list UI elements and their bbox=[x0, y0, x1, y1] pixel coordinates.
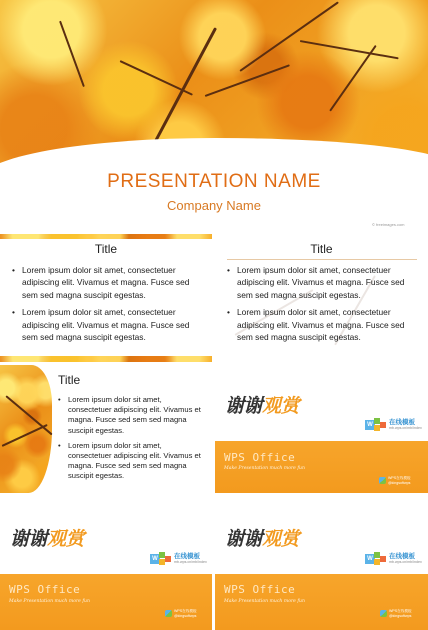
wps-mini-logo: WPS在线模板 @kingsoftwps bbox=[379, 476, 411, 485]
photo-credit: © freeimages.com bbox=[372, 222, 405, 227]
wps-tagline: Make Presentation much more fun bbox=[9, 599, 90, 604]
wps-logo-icon: W bbox=[365, 418, 387, 432]
wps-mini-logo: WPS在线模板 @kingsoftwps bbox=[380, 609, 412, 618]
wps-office-title: WPS Office bbox=[224, 451, 296, 464]
title-slide-thumbnail[interactable] bbox=[0, 0, 428, 232]
wps-logo-icon: W bbox=[150, 552, 172, 566]
wps-mini-logo: WPS在线模板 @kingsoftwps bbox=[165, 609, 197, 618]
wps-tagline: Make Presentation much more fun bbox=[224, 599, 305, 604]
bullet-item: • Lorem ipsum dolor sit amet, consectetuer adipiscing elit. Vivamus et magna. Fusce sed sem sed magna suscipit egestas. bbox=[12, 306, 202, 343]
wps-mini-icon bbox=[379, 477, 386, 484]
bullet-slide-thumbnail-2[interactable] bbox=[215, 234, 428, 362]
wps-template-logo: W 在线模板 mb.wps.cn/mb/index bbox=[365, 418, 422, 432]
bullet-slide-thumbnail-3[interactable] bbox=[0, 365, 212, 493]
bullet-item: • Lorem ipsum dolor sit amet, consectetuer adipiscing elit. Vivamus et magna. Fusce sed sem sed magna suscipit egestas. bbox=[227, 264, 417, 301]
bullet-list bbox=[58, 395, 204, 487]
thanks-heading: 谢谢观赏 bbox=[10, 529, 85, 550]
slide-title: Title bbox=[94, 242, 118, 256]
bullet-list bbox=[227, 264, 417, 348]
company-name: Company Name bbox=[167, 198, 261, 213]
bullet-item: • Lorem ipsum dolor sit amet, consectetuer adipiscing elit. Vivamus et magna. Fusce sed sem sed magna suscipit egestas. bbox=[58, 441, 204, 482]
bullet-item: • Lorem ipsum dolor sit amet, consectetuer adipiscing elit. Vivamus et magna. Fusce sed sem sed magna suscipit egestas. bbox=[58, 395, 204, 436]
thanks-heading: 谢谢观赏 bbox=[225, 529, 300, 550]
wps-mini-icon bbox=[165, 610, 172, 617]
leaf-border-top bbox=[0, 234, 212, 239]
wps-template-logo: W 在线模板 mb.wps.cn/mb/index bbox=[365, 552, 422, 566]
bullet-item: • Lorem ipsum dolor sit amet, consectetuer adipiscing elit. Vivamus et magna. Fusce sed sem sed magna suscipit egestas. bbox=[12, 264, 202, 301]
wps-logo-icon: W bbox=[365, 552, 387, 566]
wps-office-title: WPS Office bbox=[9, 583, 81, 596]
thanks-slide-thumbnail-1[interactable] bbox=[215, 365, 428, 493]
wps-mini-icon bbox=[380, 610, 387, 617]
title-divider bbox=[227, 259, 417, 260]
slide-title: Title bbox=[310, 242, 333, 256]
leaf-strip-image bbox=[0, 365, 52, 493]
wps-office-title: WPS Office bbox=[224, 583, 296, 596]
wps-template-logo: W 在线模板 mb.wps.cn/mb/index bbox=[150, 552, 207, 566]
presentation-title: PRESENTATION NAME bbox=[107, 171, 321, 192]
leaf-border-bottom bbox=[0, 356, 212, 362]
bullet-list bbox=[12, 264, 202, 348]
thanks-heading: 谢谢观赏 bbox=[225, 396, 300, 417]
thanks-slide-thumbnail-3[interactable] bbox=[215, 497, 428, 630]
bullet-item: • Lorem ipsum dolor sit amet, consectetuer adipiscing elit. Vivamus et magna. Fusce sed sem sed magna suscipit egestas. bbox=[227, 306, 417, 343]
wps-tagline: Make Presentation much more fun bbox=[224, 466, 305, 471]
slide-title: Title bbox=[58, 373, 81, 387]
thanks-slide-thumbnail-2[interactable] bbox=[0, 497, 212, 630]
bullet-slide-thumbnail-1[interactable] bbox=[0, 234, 212, 362]
